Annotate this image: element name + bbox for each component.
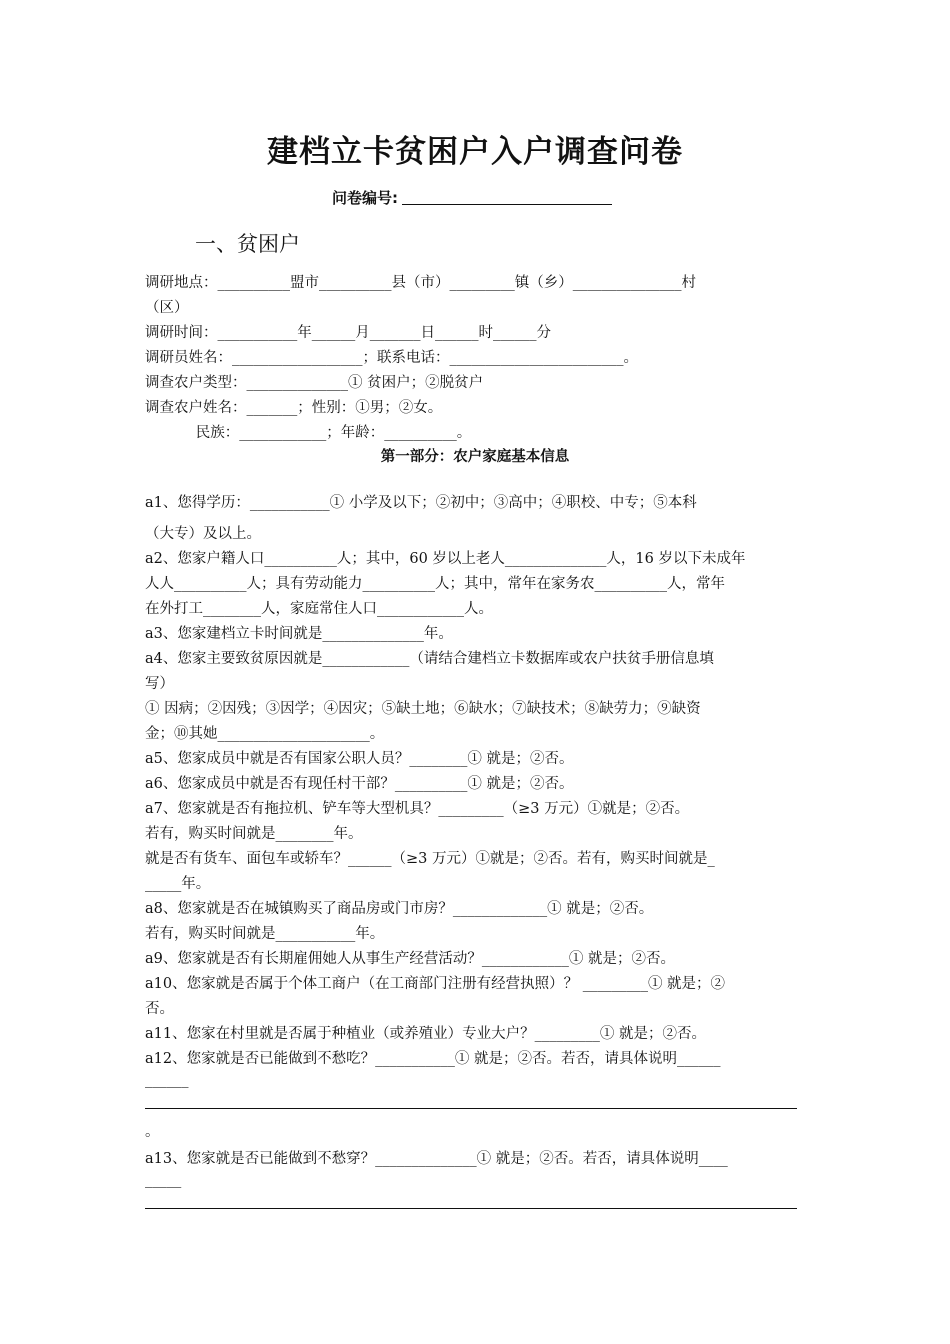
question-a8: a8、您家就是否在城镇购买了商品房或门市房？_____________① 就是；②否。: [145, 901, 654, 917]
question-a2-cont: 人人__________人；具有劳动能力__________人；其中，常年在家务农__________人，常年: [145, 576, 725, 592]
ethnicity-age: 民族：____________；年龄：__________。: [145, 425, 472, 441]
question-a10: a10、您家就是否属于个体工商户（在工商部门注册有经营执照）？ _________① 就是；②: [145, 976, 726, 992]
question-a4-options: ① 因病；②因残；③因学；④因灾；⑤缺土地；⑥缺水；⑦缺技术；⑧缺劳力；⑨缺资: [145, 701, 701, 717]
questionnaire-number: [332, 187, 612, 208]
page-title: 建档立卡贫困户入户调查问卷: [267, 134, 683, 170]
question-a4-cont: 写）: [145, 676, 174, 692]
question-a12: a12、您家就是否已能做到不愁吃？___________① 就是；②否。若否，请具体说明______: [145, 1051, 721, 1067]
question-a4: a4、您家主要致贫原因就是____________（请结合建档立卡数据库或农户扶贫手册信息填: [145, 651, 714, 667]
surveyor-name: 调研员姓名：__________________；联系电话：________________________。: [145, 350, 638, 366]
question-a13-cont: _____: [145, 1172, 182, 1188]
question-a2-cont2: 在外打工________人，家庭常住人口____________人。: [145, 601, 493, 617]
question-a3: a3、您家建档立卡时间就是______________年。: [145, 626, 453, 642]
question-a12-cont: ______: [145, 1072, 189, 1088]
answer-line-a13: [145, 1208, 797, 1209]
answer-line-a12: [145, 1108, 797, 1109]
question-a4-options-cont: 金；⑩其她_____________________。: [145, 726, 385, 742]
question-a10-cont: 否。: [145, 1001, 174, 1017]
question-a7-purchase: 若有，购买时间就是________年。: [145, 826, 363, 842]
question-a7-vehicle-cont: _____年。: [145, 876, 211, 892]
survey-location: 调研地点：__________盟市__________县（市）_________镇（乡）_______________村: [145, 275, 696, 291]
part-title: 第一部分：农户家庭基本信息: [380, 449, 570, 465]
survey-location-cont: （区）: [145, 300, 189, 316]
questionnaire-number-label: 问卷编号:: [332, 189, 398, 207]
survey-time: 调研时间：___________年______月_______日______时______分: [145, 325, 551, 341]
question-a12-end: 。: [145, 1124, 160, 1140]
question-a9: a9、您家就是否有长期雇佣她人从事生产经营活动？____________① 就是；②否。: [145, 951, 675, 967]
question-a2: a2、您家户籍人口__________人；其中，60 岁以上老人______________人，16 岁以下未成年: [145, 551, 746, 567]
question-a1: a1、您得学历：___________① 小学及以下；②初中；③高中；④职校、中专；⑤本科: [145, 495, 697, 511]
household-type: 调查农户类型：______________① 贫困户；②脱贫户: [145, 375, 484, 391]
questionnaire-number-blank: [402, 190, 612, 205]
section-heading: 一、贫困户: [195, 232, 300, 256]
question-a6: a6、您家成员中就是否有现任村干部？__________① 就是；②否。: [145, 776, 574, 792]
household-name: 调查农户姓名：_______；性别：①男；②女。: [145, 400, 443, 416]
question-a1-cont: （大专）及以上。: [145, 526, 261, 542]
question-a7-vehicle: 就是否有货车、面包车或轿车？______（≥3 万元）①就是；②否。若有，购买时间就是_: [145, 851, 715, 867]
question-a8-purchase: 若有，购买时间就是___________年。: [145, 926, 385, 942]
question-a5: a5、您家成员中就是否有国家公职人员？________① 就是；②否。: [145, 751, 574, 767]
question-a7: a7、您家就是否有拖拉机、铲车等大型机具？_________（≥3 万元）①就是；②否。: [145, 801, 690, 817]
question-a11: a11、您家在村里就是否属于种植业（或养殖业）专业大户？_________① 就是；②否。: [145, 1026, 706, 1042]
question-a13: a13、您家就是否已能做到不愁穿？______________① 就是；②否。若否，请具体说明____: [145, 1151, 728, 1167]
